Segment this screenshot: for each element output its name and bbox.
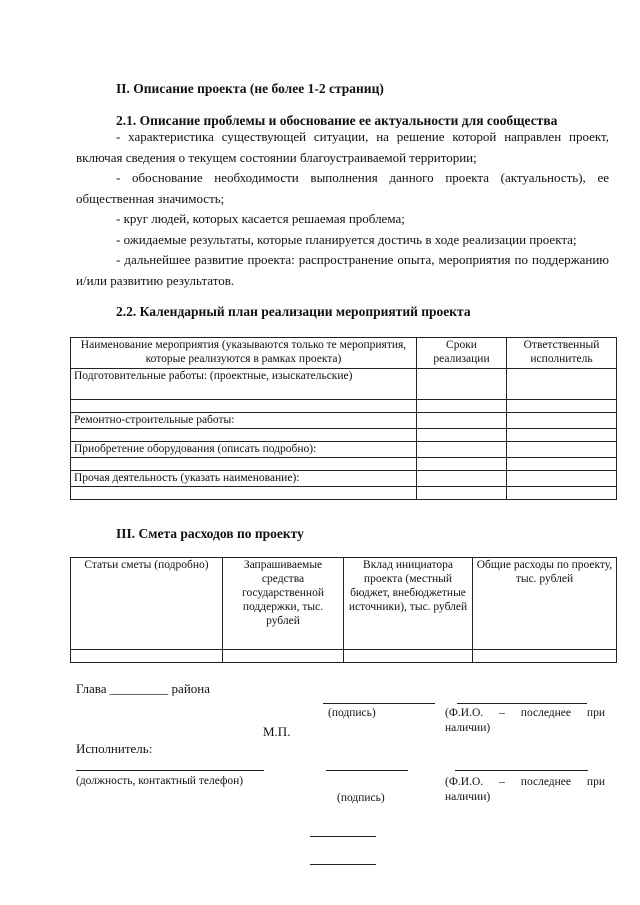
- table-cell: Ремонтно-строительные работы:: [71, 413, 417, 429]
- table-row: [71, 369, 617, 400]
- head-blank: _________: [109, 681, 169, 696]
- table-row: [71, 400, 617, 413]
- table-cell: [71, 458, 417, 471]
- fio-line: [455, 770, 588, 771]
- bullet-item: - ожидаемые результаты, которые планируется достичь в ходе реализации проекта;: [116, 231, 577, 247]
- head-prefix: Глава: [76, 681, 107, 696]
- table-row: [71, 413, 617, 429]
- bullet-item: - обоснование необходимости выполнения данного проекта (актуальность), ее общественная значимость;: [76, 170, 609, 206]
- fio-caption: (Ф.И.О. – последнее при наличии): [445, 707, 605, 734]
- table-cell: [417, 471, 507, 487]
- section-2-1-body: [76, 127, 609, 291]
- signature-line: [326, 770, 408, 771]
- position-caption: (должность, контактный телефон): [76, 775, 244, 787]
- fio-caption: (Ф.И.О. – последнее при наличии): [445, 776, 605, 803]
- table-row: [71, 650, 617, 663]
- table-cell: [507, 400, 617, 413]
- section-2-title: II. Описание проекта (не более 1-2 страниц): [116, 81, 384, 96]
- table-row: [71, 487, 617, 500]
- table-header-row: [71, 338, 617, 369]
- section-2-2-title: 2.2. Календарный план реализации мероприятий проекта: [116, 304, 471, 319]
- signature-caption: (подпись): [337, 792, 385, 804]
- table-cell: [344, 650, 473, 663]
- head-signature-label: [76, 681, 210, 697]
- table-cell: [507, 429, 617, 442]
- table-header-cell: Общие расходы по проекту, тыс. рублей: [473, 558, 617, 650]
- table-cell: [507, 471, 617, 487]
- section-2-1-title: 2.1. Описание проблемы и обоснование ее актуальности для сообщества: [116, 113, 558, 128]
- table-cell: [417, 458, 507, 471]
- table-cell: [71, 400, 417, 413]
- table-header-cell: Сроки реализации: [417, 338, 507, 369]
- table-cell: [71, 650, 223, 663]
- table-header-cell: Запрашиваемые средства государственной поддержки, тыс. рублей: [223, 558, 344, 650]
- table-header-row: [71, 558, 617, 650]
- table-cell: [417, 442, 507, 458]
- table-cell: [507, 369, 617, 400]
- fio-line: [457, 703, 587, 704]
- table-cell: [417, 413, 507, 429]
- table-cell: [417, 429, 507, 442]
- table-cell: Подготовительные работы: (проектные, изыскательские): [71, 369, 417, 400]
- table-cell: [417, 369, 507, 400]
- table-header-cell: Наименование мероприятия (указываются только те мероприятия, которые реализуются в рамках проекта): [71, 338, 417, 369]
- table-cell: [507, 458, 617, 471]
- bullet-item: - круг людей, которых касается решаемая проблема;: [116, 211, 405, 226]
- blank-line: [310, 864, 376, 865]
- head-suffix: района: [171, 681, 211, 696]
- table-cell: [417, 487, 507, 500]
- table-header-cell: Вклад инициатора проекта (местный бюджет, внебюджетные источники), тыс. рублей: [344, 558, 473, 650]
- table-row: [71, 458, 617, 471]
- bullet-item: - характеристика существующей ситуации, на решение которой направлен проект, включая сведения о текущем состоянии благоустраиваемой территории;: [76, 129, 609, 165]
- executor-label: Исполнитель:: [76, 741, 153, 756]
- table-cell: Приобретение оборудования (описать подробно):: [71, 442, 417, 458]
- table-cell: [507, 442, 617, 458]
- position-line: [76, 770, 264, 771]
- table-row: [71, 471, 617, 487]
- calendar-plan-table: [70, 337, 617, 500]
- bullet-item: - дальнейшее развитие проекта: распространение опыта, мероприятия по поддержанию и/или развитию результатов.: [76, 252, 609, 288]
- budget-table: [70, 557, 617, 663]
- table-cell: [473, 650, 617, 663]
- signature-caption: (подпись): [328, 707, 376, 719]
- blank-line: [310, 836, 376, 837]
- signature-line: [323, 703, 435, 704]
- table-cell: [417, 400, 507, 413]
- table-header-cell: Ответственный исполнитель: [507, 338, 617, 369]
- table-row: [71, 442, 617, 458]
- section-3-title: III. Смета расходов по проекту: [116, 526, 304, 541]
- table-cell: [71, 429, 417, 442]
- table-row: [71, 429, 617, 442]
- table-header-cell: Статьи сметы (подробно): [71, 558, 223, 650]
- table-cell: [223, 650, 344, 663]
- table-cell: Прочая деятельность (указать наименование):: [71, 471, 417, 487]
- table-cell: [507, 487, 617, 500]
- table-cell: [507, 413, 617, 429]
- stamp-label: М.П.: [263, 724, 291, 739]
- table-cell: [71, 487, 417, 500]
